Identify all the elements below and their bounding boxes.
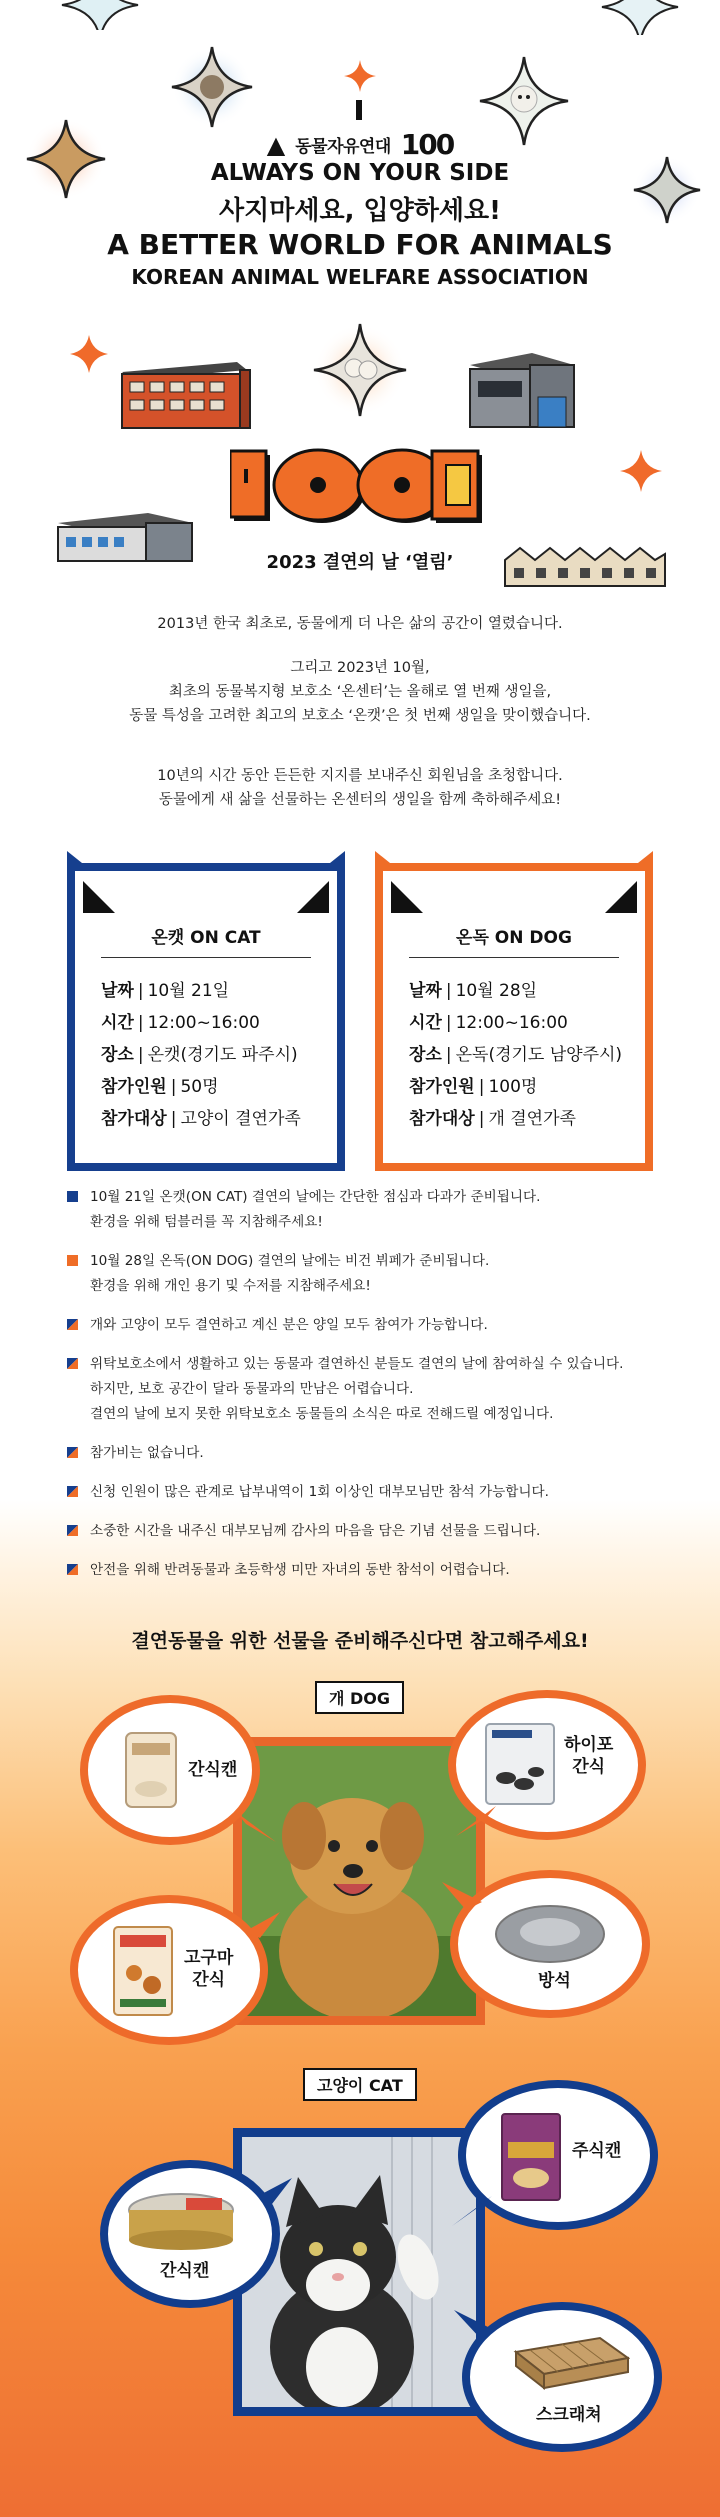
notice-item: [67, 1185, 667, 1235]
logo-stem: [356, 100, 362, 120]
row-value: 온독(경기도 남양주시): [455, 1045, 623, 1065]
gift-bubble-dog-can: [80, 1695, 260, 1845]
bullet-split-icon: [67, 1486, 78, 1497]
headline-better-world: A BETTER WORLD FOR ANIMALS: [107, 228, 613, 261]
notice-item: [67, 1519, 667, 1544]
ear-right-icon: [293, 877, 333, 917]
bullet-orange-icon: [67, 1255, 78, 1266]
bubble-tail: [244, 1912, 280, 1940]
event-card-cat: [67, 863, 345, 1171]
event-row-date: 날짜 | 10월 21일: [101, 981, 230, 1001]
building-red-illustration: [112, 352, 252, 432]
cat-section-tag: 고양이 CAT: [303, 2068, 417, 2101]
notice-item: [67, 1249, 667, 1299]
intro-line: 10년의 시간 동안 든든한 지지를 보내주신 회원님을 초청합니다.: [157, 768, 563, 784]
row-value: 12:00~16:00: [455, 1013, 568, 1033]
event-row-capacity: 참가인원 | 100명: [409, 1077, 538, 1097]
sparkle-photo-top-left: [60, 0, 140, 30]
row-key: 날짜: [101, 981, 134, 1001]
row-key: 시간: [101, 1013, 134, 1033]
event-row-target: 참가대상 | 고양이 결연가족: [101, 1109, 301, 1129]
bubble-tail: [258, 2178, 292, 2206]
gift-bubble-cat-snack-can: [100, 2160, 280, 2308]
notice-line: 안전을 위해 반려동물과 초등학생 미만 자녀의 동반 참석이 어렵습니다.: [90, 1562, 510, 1578]
dog-can-product-icon: [124, 1731, 178, 1809]
cat-photo: [233, 2128, 485, 2416]
dog-potato-product-icon: [112, 1925, 174, 2017]
row-value: 50명: [180, 1077, 219, 1097]
dog-hypo-product-icon: [484, 1722, 556, 1806]
big-100-graphic: [0, 447, 720, 529]
event-row-time: 시간 | 12:00~16:00: [101, 1013, 260, 1033]
logo: [0, 128, 720, 161]
notice-line: 개와 고양이 모두 결연하고 계신 분은 양일 모두 참여가 가능합니다.: [90, 1317, 488, 1333]
event-title: 온독 ON DOG: [456, 928, 572, 948]
bubble-tail: [454, 2310, 494, 2340]
event-card-dog: [375, 863, 653, 1171]
intro-line: 2013년 한국 최초로, 동물에게 더 나은 삶의 공간이 열렸습니다.: [157, 616, 563, 632]
logo-org-name: 동물자유연대: [295, 137, 391, 157]
row-key: 시간: [409, 1013, 442, 1033]
row-key: 참가대상: [101, 1109, 167, 1129]
row-value: 10월 21일: [147, 981, 230, 1001]
notice-item: [67, 1558, 667, 1583]
notice-line: 결연의 날에 보지 못한 위탁보호소 동물들의 소식은 따로 전해드릴 예정입니다.: [90, 1406, 554, 1422]
notice-line: 환경을 위해 텀블러를 꼭 지참해주세요!: [90, 1214, 323, 1230]
dog-photo-illustration: [242, 1746, 476, 2016]
notice-line: 10월 28일 온독(ON DOG) 결연의 날에는 비건 뷔페가 준비됩니다.: [90, 1253, 490, 1269]
row-value: 12:00~16:00: [147, 1013, 260, 1033]
notice-line: 하지만, 보호 공간이 달라 동물과의 만남은 어렵습니다.: [90, 1381, 414, 1397]
bullet-split-icon: [67, 1447, 78, 1458]
gift-label: 고구마 간식: [184, 1948, 234, 1990]
notice-line: 환경을 위해 개인 용기 및 수저를 지참해주세요!: [90, 1278, 371, 1294]
cats-photo-sparkle: [312, 322, 408, 418]
row-key: 참가인원: [409, 1077, 475, 1097]
dog-cushion-product-icon: [492, 1900, 608, 1964]
row-value: 온캣(경기도 파주시): [147, 1045, 298, 1065]
event-row-date: 날짜 | 10월 28일: [409, 981, 538, 1001]
logo-100: 100: [400, 128, 454, 161]
row-key: 장소: [409, 1045, 442, 1065]
intro-line: 동물 특성을 고려한 최고의 보호소 ‘온캣’은 첫 번째 생일을 맞이했습니다.: [129, 708, 591, 724]
event-title: 온캣 ON CAT: [151, 928, 261, 948]
gift-label: 방석: [538, 1971, 571, 1991]
gift-label: 간식캔: [188, 1760, 238, 1780]
intro-line: 동물에게 새 삶을 선물하는 온센터의 생일을 함께 축하해주세요!: [158, 792, 562, 808]
cat-scratcher-product-icon: [506, 2332, 630, 2392]
intro-paragraph-1: [0, 612, 720, 636]
intro-line: 그리고 2023년 10월,: [290, 660, 430, 676]
bullet-split-icon: [67, 1525, 78, 1536]
bullet-split-icon: [67, 1319, 78, 1330]
notice-line: 참가비는 없습니다.: [90, 1445, 204, 1461]
event-row-time: 시간 | 12:00~16:00: [409, 1013, 568, 1033]
bubble-tail: [452, 2196, 492, 2228]
row-key: 참가인원: [101, 1077, 167, 1097]
row-key: 장소: [101, 1045, 134, 1065]
cat-main-can-product-icon: [500, 2112, 562, 2202]
event-row-capacity: 참가인원 | 50명: [101, 1077, 219, 1097]
dog-photo-sparkle-left: [170, 45, 254, 129]
notice-line: 신청 인원이 많은 관계로 납부내역이 1회 이상인 대부모님만 참석 가능합니다.: [90, 1484, 549, 1500]
notice-line: 소중한 시간을 내주신 대부모님께 감사의 마음을 담은 기념 선물을 드립니다.: [90, 1523, 541, 1539]
gift-label: 주식캔: [572, 2141, 622, 2161]
notice-item: [67, 1313, 667, 1338]
big-100-icon: [230, 447, 490, 529]
headline-kawa: KOREAN ANIMAL WELFARE ASSOCIATION: [131, 265, 589, 289]
notice-item: [67, 1441, 667, 1466]
building-grey-illustration: [462, 345, 582, 433]
dog-section-tag: 개 DOG: [315, 1681, 404, 1714]
headline-always: ALWAYS ON YOUR SIDE: [210, 160, 510, 186]
dog-photo: [233, 1737, 485, 2025]
ear-right-icon: [601, 877, 641, 917]
row-key: 날짜: [409, 981, 442, 1001]
event-row-target: 참가대상 | 개 결연가족: [409, 1109, 576, 1129]
bullet-split-icon: [67, 1564, 78, 1575]
notice-line: 10월 21일 온캣(ON CAT) 결연의 날에는 간단한 점심과 다과가 준비됩니다.: [90, 1189, 541, 1205]
orange-sparkle-icon-left: [70, 335, 108, 373]
gift-label: 스크래쳐: [536, 2405, 602, 2425]
notice-item: [67, 1480, 667, 1505]
intro-paragraph-2: [0, 656, 720, 728]
row-value: 개 결연가족: [488, 1109, 576, 1129]
bullet-split-icon: [67, 1358, 78, 1369]
gift-bubble-dog-potato: [70, 1895, 268, 2045]
bubble-tail: [442, 1882, 482, 1912]
logo-mark-icon: ▲: [266, 130, 286, 159]
cat-snack-can-product-icon: [126, 2190, 236, 2252]
orange-sparkle-icon: [344, 60, 376, 92]
divider: [409, 957, 619, 958]
gifts-title: 결연동물을 위한 선물을 준비해주신다면 참고해주세요!: [131, 1630, 589, 1652]
notice-list: [67, 1185, 667, 1597]
ear-left-icon: [387, 877, 427, 917]
intro-paragraph-3: [0, 764, 720, 812]
event-row-place: 장소 | 온캣(경기도 파주시): [101, 1045, 298, 1065]
row-value: 고양이 결연가족: [180, 1109, 301, 1129]
headline-adopt: 사지마세요, 입양하세요!: [219, 196, 501, 226]
gift-label: 간식캔: [160, 2261, 210, 2281]
gift-label: 하이포 간식: [564, 1735, 614, 1777]
row-value: 10월 28일: [455, 981, 538, 1001]
intro-line: 최초의 동물복지형 보호소 ‘온센터’는 올해로 열 번째 생일을,: [168, 684, 552, 700]
notice-item: [67, 1352, 667, 1427]
bullet-blue-icon: [67, 1191, 78, 1202]
row-key: 참가대상: [409, 1109, 475, 1129]
sparkle-photo-top-right: [600, 0, 680, 35]
event-row-place: 장소 | 온독(경기도 남양주시): [409, 1045, 623, 1065]
divider: [101, 957, 311, 958]
notice-line: 위탁보호소에서 생활하고 있는 동물과 결연하신 분들도 결연의 날에 참여하실 수 있습니다.: [90, 1356, 624, 1372]
hero-subtitle: 2023 결연의 날 ‘열림’: [266, 552, 454, 573]
bubble-tail: [456, 1806, 496, 1838]
row-value: 100명: [488, 1077, 538, 1097]
bubble-tail: [236, 1812, 276, 1844]
ear-left-icon: [79, 877, 119, 917]
